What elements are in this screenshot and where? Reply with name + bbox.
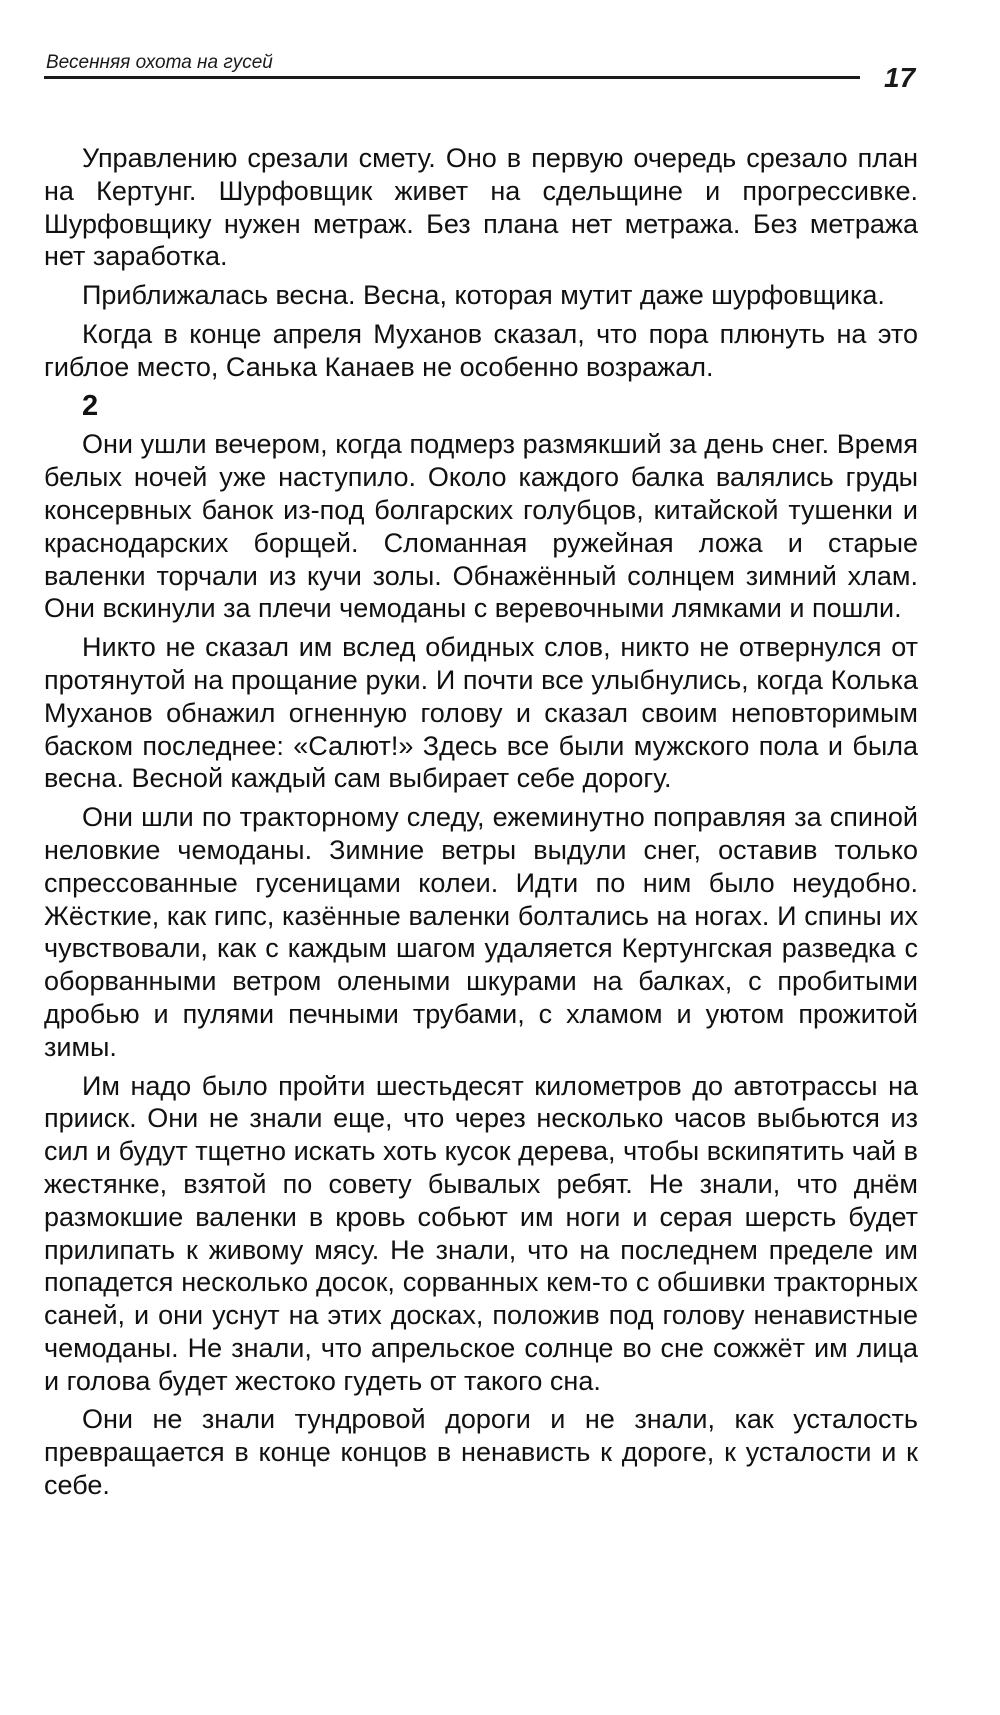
paragraph: Они шли по тракторному следу, ежеминутно поправляя за спиной неловкие чемоданы. Зимние ветры выдули снег, оставив только спрессованные гусеницами колеи. Идти по ним было неудобно. Жёсткие, как гипс, казённые валенки болтались на ногах. И спины их чувствовали, как с каждым шагом удаляется Кертунгская разведка с оборванными ветром олеными шкурами на балках, с пробитыми дробью и пулями печными трубами, с хламом и уютом прожитой зимы. (44, 802, 918, 1062)
main-text (44, 142, 918, 1508)
paragraph: Они ушли вечером, когда подмерз размякший за день снег. Время белых ночей уже наступило. Около каждого балка валялись груды консервных банок из-под болгарских голубцов, китайской тушенки и краснодарских борщей. Сломанная ружейная ложа и старые валенки торчали из кучи золы. Обнажённый солнцем зимний хлам. Они вскинули за плечи чемоданы с веревочными лямками и пошли. (44, 429, 918, 624)
header-rule (44, 76, 860, 79)
section-number: 2 (82, 389, 99, 422)
paragraph: Никто не сказал им вслед обидных слов, никто не отвернулся от протянутой на прощание руки. И почти все улыбнулись, когда Колька Муханов обнажил огненную голову и сказал своим неповторимым баском последнее: «Салют!» Здесь все были мужского пола и была весна. Весной каждый сам выбирает себе дорогу. (44, 632, 918, 794)
paragraph: Приближалась весна. Весна, которая мутит даже шурфовщика. (82, 280, 885, 311)
paragraph: Управлению срезали смету. Оно в первую очередь срезало план на Кертунг. Шурфовщик живет на сдельщине и прогрессивке. Шурфовщику нужен метраж. Без плана нет метража. Без метража нет заработка. (44, 143, 918, 272)
paragraph: Им надо было пройти шестьдесят километров до автотрассы на прииск. Они не знали еще, что через несколько часов выбьются из сил и будут тщетно искать хоть кусок дерева, чтобы вскипятить чай в жестянке, взятой по совету бывалых ребят. Не знали, что днём размокшие валенки в кровь собьют им ноги и серая шерсть будет прилипать к живому мясу. Не знали, что на последнем пределе им попадется несколько досок, сорванных кем-то с обшивки тракторных саней, и они уснут на этих досках, положив под голову ненавистные чемоданы. Не знали, что апрельское солнце во сне сожжёт им лица и голова будет жестоко гудеть от такого сна. (44, 1070, 918, 1396)
paragraph: Когда в конце апреля Муханов сказал, что пора плюнуть на это гиблое место, Санька Канаев не особенно возражал. (44, 318, 918, 382)
paragraph: Они не знали тундровой дороги и не знали, как усталость превращается в конце концов в ненависть к дороге, к усталости и к себе. (44, 1404, 918, 1501)
page-number: 17 (884, 62, 916, 93)
running-title: Весенняя охота на гусей (46, 52, 273, 73)
